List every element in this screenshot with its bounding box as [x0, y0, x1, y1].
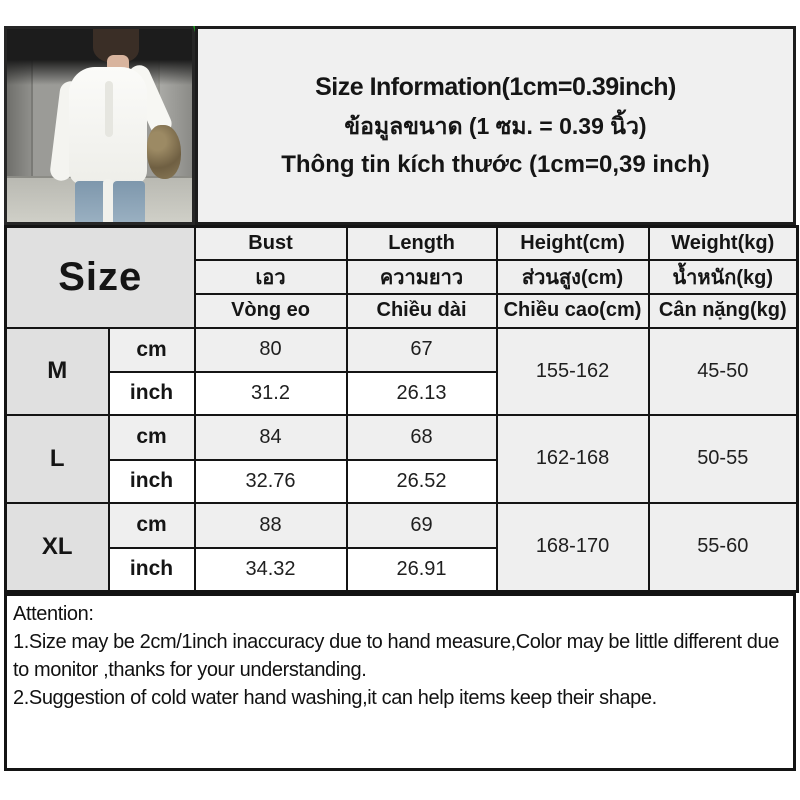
size-label-l: L — [6, 415, 109, 503]
table-row-l-cm — [6, 415, 798, 460]
m-length-cm: 67 — [347, 328, 497, 372]
col-bust-vi: Vòng eo — [195, 294, 347, 328]
xl-bust-inch: 34.32 — [195, 548, 347, 592]
title-thai: ข้อมูลขนาด (1 ซม. = 0.39 นิ้ว) — [344, 112, 647, 139]
xl-height: 168-170 — [497, 503, 649, 592]
unit-inch: inch — [109, 372, 195, 415]
unit-cm: cm — [109, 415, 195, 460]
attention-box — [4, 593, 796, 771]
col-weight-en: Weight(kg) — [649, 227, 798, 260]
m-bust-inch: 31.2 — [195, 372, 347, 415]
col-weight-vi: Cân nặng(kg) — [649, 294, 798, 328]
table-row-xl-cm — [6, 503, 798, 548]
size-label-m: M — [6, 328, 109, 415]
table-row-m-cm — [6, 328, 798, 372]
l-bust-inch: 32.76 — [195, 460, 347, 503]
col-bust-th: เอว — [195, 260, 347, 294]
m-length-inch: 26.13 — [347, 372, 497, 415]
title-vietnamese: Thông tin kích thước (1cm=0,39 inch) — [281, 150, 710, 178]
xl-bust-cm: 88 — [195, 503, 347, 548]
col-height-vi: Chiều cao(cm) — [497, 294, 649, 328]
unit-inch: inch — [109, 460, 195, 503]
l-length-inch: 26.52 — [347, 460, 497, 503]
l-length-cm: 68 — [347, 415, 497, 460]
header-row-english — [6, 227, 798, 260]
title-english: Size Information(1cm=0.39inch) — [315, 72, 676, 101]
l-bust-cm: 84 — [195, 415, 347, 460]
size-header-cell: Size — [6, 227, 195, 328]
attention-note-1: 1.Size may be 2cm/1inch inaccuracy due to hand measure,Color may be little different due to monitor ,thanks for your understanding. — [13, 631, 779, 681]
jeans-right-leg — [113, 181, 145, 225]
product-photo — [4, 26, 195, 225]
l-weight: 50-55 — [649, 415, 798, 503]
col-height-th: ส่วนสูง(cm) — [497, 260, 649, 294]
col-length-vi: Chiều dài — [347, 294, 497, 328]
size-table — [4, 225, 799, 593]
unit-cm: cm — [109, 328, 195, 372]
unit-cm: cm — [109, 503, 195, 548]
l-height: 162-168 — [497, 415, 649, 503]
size-label-xl: XL — [6, 503, 109, 592]
unit-inch: inch — [109, 548, 195, 592]
xl-length-inch: 26.91 — [347, 548, 497, 592]
m-bust-cm: 80 — [195, 328, 347, 372]
title-box — [195, 26, 796, 225]
m-height: 155-162 — [497, 328, 649, 415]
col-height-en: Height(cm) — [497, 227, 649, 260]
col-length-en: Length — [347, 227, 497, 260]
col-weight-th: น้ำหนัก(kg) — [649, 260, 798, 294]
attention-heading: Attention: — [13, 603, 94, 625]
attention-note-2: 2.Suggestion of cold water hand washing,it can help items keep their shape. — [13, 687, 657, 709]
m-weight: 45-50 — [649, 328, 798, 415]
waist-tie — [103, 179, 113, 225]
col-length-th: ความยาว — [347, 260, 497, 294]
col-bust-en: Bust — [195, 227, 347, 260]
button-placket — [105, 81, 113, 137]
xl-weight: 55-60 — [649, 503, 798, 592]
xl-length-cm: 69 — [347, 503, 497, 548]
leopard-bag — [147, 125, 181, 179]
